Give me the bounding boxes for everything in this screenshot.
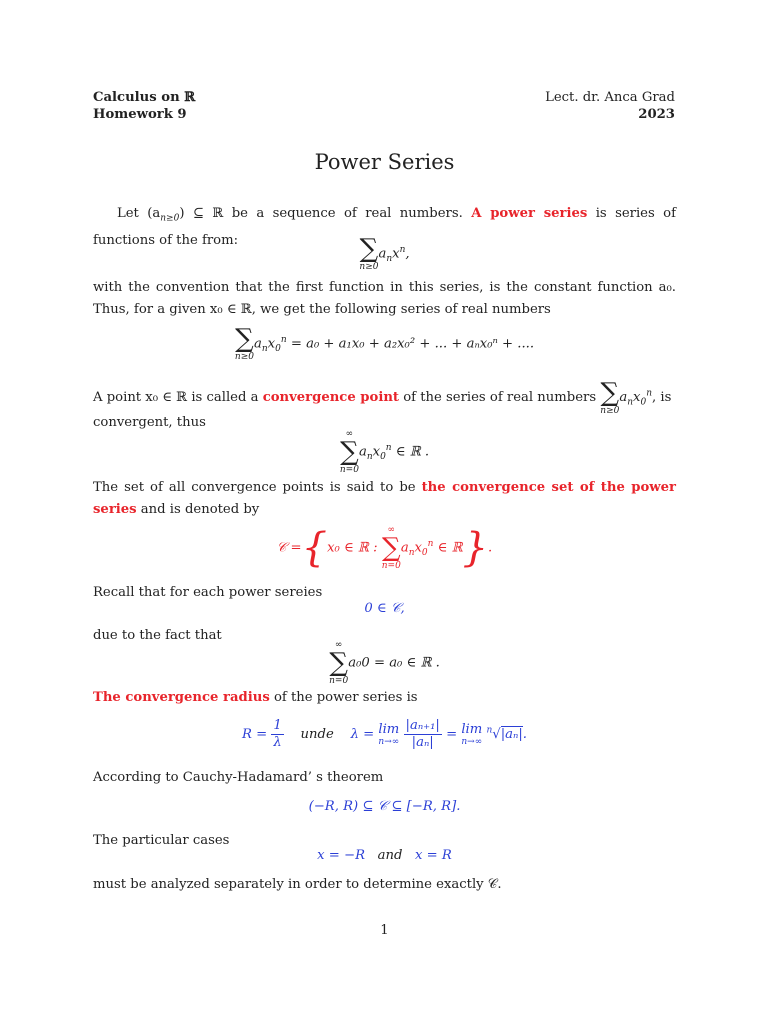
intro-text-3: is series of functions of the from: (93, 206, 676, 248)
paragraph-convergence-set: The set of all convergence points is said to be the convergence set of the power series and is denoted by (93, 480, 676, 517)
course-title: Calculus on ℝ (93, 90, 196, 105)
equation-radius: R = $\frac{1}{\lambda}$ unde λ = lim n→∞ $\frac{\text{|aₙ₊₁|}}{\text{|aₙ|}}$ = lim n→∞ $^n$√|aₙ|. (242, 718, 527, 750)
paragraph-intro: Let $(a_{n\ge 0})$ ⊆ ℝ be a sequence of real numbers. A power series is series of functions of the from: (93, 206, 676, 248)
convergence-radius-highlight: The convergence radius (93, 690, 270, 705)
sum-symbol: ∞ ∑ n=0 (381, 525, 401, 571)
limit-operator-root: lim n→∞ (461, 721, 483, 747)
sum-symbol: ∞ ∑ n=0 (339, 429, 359, 475)
page-number: 1 (380, 923, 389, 938)
equation-zero-sum: ∞ ∑ n=0 a₀0 = a₀ ∈ ℝ . (329, 640, 440, 686)
equation-zero-in-set: 0 ∈ 𝒞, (364, 601, 405, 616)
equation-power-series: ∑ n≥0 $a_nx^n$, (359, 234, 410, 272)
intro-text-1b: ) (179, 206, 185, 221)
paragraph-convention: with the convention that the first function in this series, is the constant function a₀. Thus, for a given x₀ ∈ ℝ, we get the following series of real numbers (93, 280, 676, 317)
paragraph-cauchy-hadamard: According to Cauchy-Hadamard’ s theorem (93, 770, 384, 785)
equation-inclusion: (−R, R) ⊆ 𝒞 ⊆ [−R, R]. (308, 799, 461, 814)
convergence-set-highlight: the convergence set of the power series (93, 480, 676, 517)
equation-convergent-sum: ∞ ∑ n=0 $a_nx_0^n$ ∈ ℝ . (339, 429, 430, 475)
fraction-ratio: $\frac{\text{|aₙ₊₁|}}{\text{|aₙ|}}$ (405, 718, 440, 750)
paragraph-recall: Recall that for each power sereies (93, 585, 323, 600)
paragraph-particular-cases: The particular cases (93, 833, 230, 848)
paragraph-due-to: due to the fact that (93, 628, 222, 643)
paragraph-convergence-point: A point x₀ ∈ ℝ is called a convergence point of the series of real numbers ∑ n≥0 $a_nx_0^n$, is (93, 378, 672, 416)
paragraph-analyze: must be analyzed separately in order to determine exactly 𝒞. (93, 877, 502, 892)
lecturer-name: Lect. dr. Anca Grad (545, 90, 675, 105)
paragraph-convergent: convergent, thus (93, 415, 206, 430)
sum-symbol: ∑ n≥0 (359, 234, 379, 272)
sum-symbol: ∑ n≥0 (234, 324, 254, 362)
limit-operator: lim n→∞ (378, 721, 400, 747)
paragraph-radius: The convergence radius of the power series is (93, 690, 418, 705)
sum-symbol: ∞ ∑ n=0 (329, 640, 349, 686)
intro-text-1: Let (a (117, 206, 161, 221)
page-title: Power Series (314, 150, 455, 174)
equation-convergence-set: 𝒞 ={x₀ ∈ ℝ : ∞ ∑ n=0 $a_nx_0^n$ ∈ ℝ}. (276, 525, 493, 571)
header-right (545, 89, 675, 123)
convergence-point-highlight: convergence point (262, 390, 400, 405)
equation-series-at-point: ∑ n≥0 $a_nx_0^n = a_0 + a_1x_0 + a_2x_0^2$ + ... + aₙx₀ⁿ + .... (234, 324, 535, 362)
fraction-one-over-lambda: $\frac{1}{\lambda}$ (273, 718, 282, 750)
sum-symbol: ∑ n≥0 (600, 378, 620, 416)
equation-endpoints: x = −R and x = R (317, 848, 452, 863)
homework-label: Homework 9 (93, 107, 187, 122)
intro-text-2: ⊆ ℝ be a sequence of real numbers. (184, 206, 472, 221)
year-label: 2023 (638, 107, 675, 122)
power-series-highlight: A power series (471, 206, 588, 221)
header-left (93, 89, 195, 123)
